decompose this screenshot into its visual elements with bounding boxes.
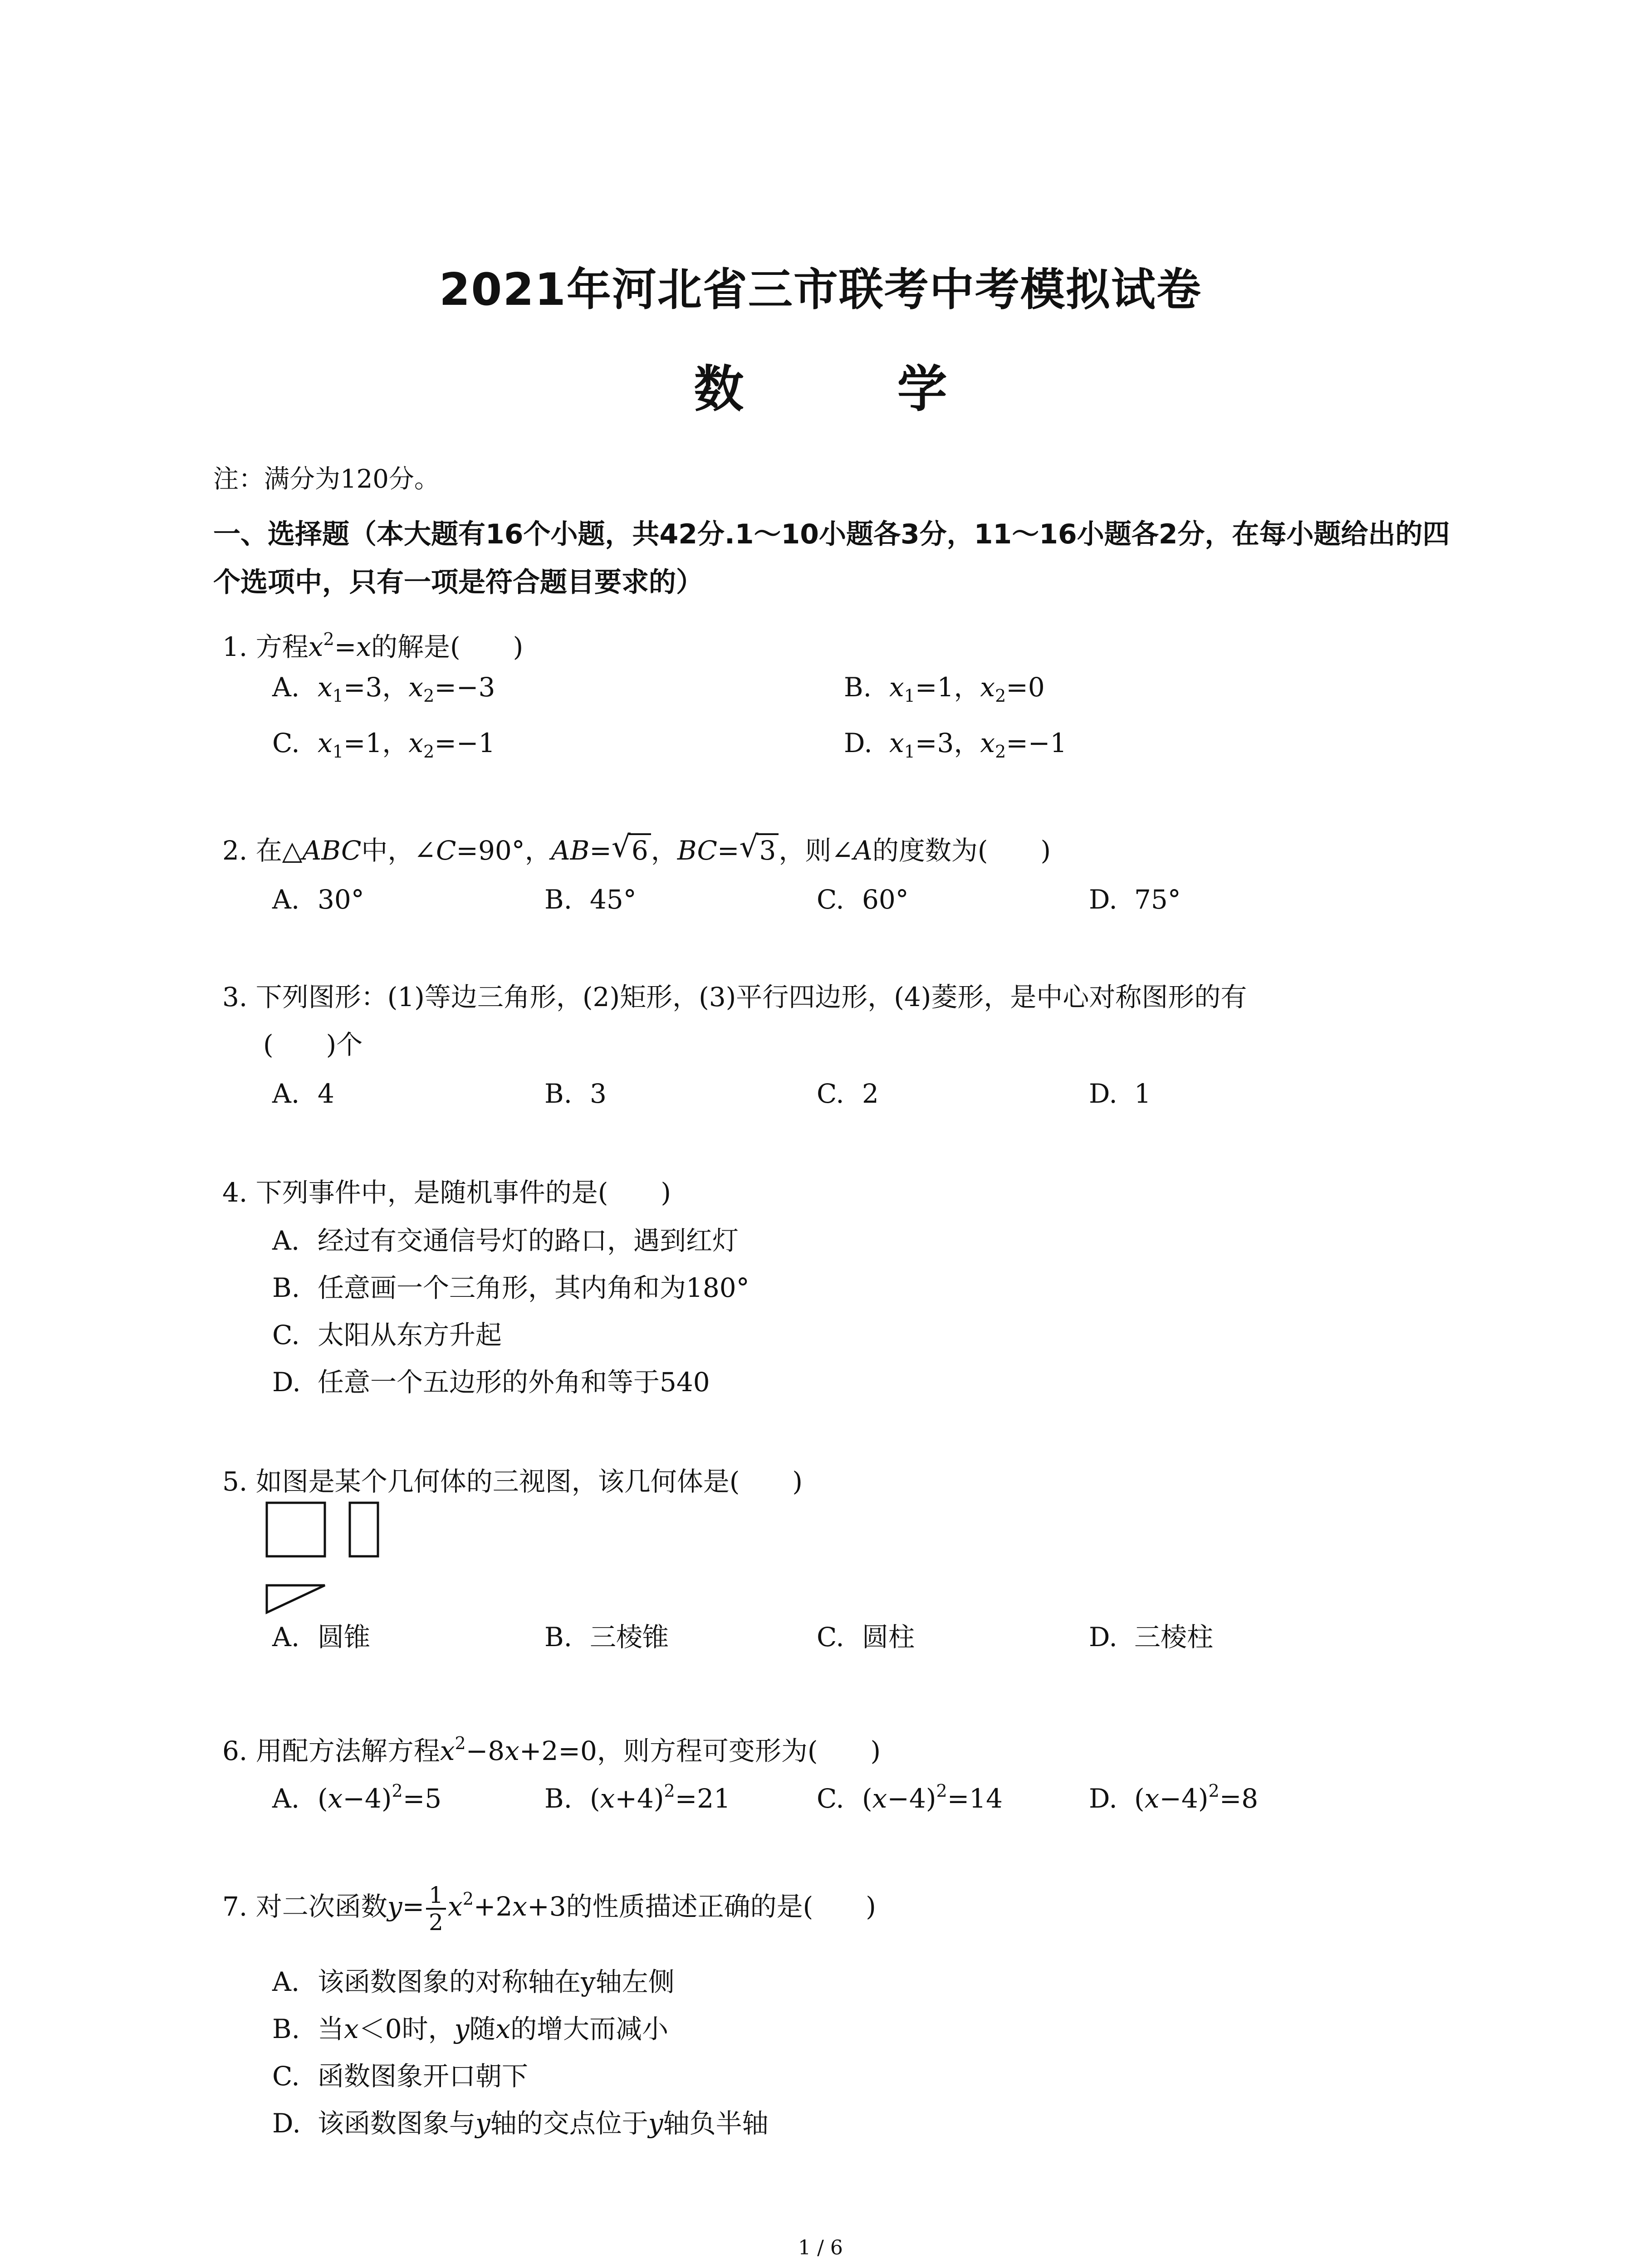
q4-option-a[interactable]: A. 经过有交通信号灯的路口，遇到红灯 <box>272 1225 739 1256</box>
q5-option-b[interactable]: B. 三棱锥 <box>544 1622 669 1652</box>
q1-option-b[interactable]: B. $x_1=1$，$x_2=0$ <box>844 672 1045 706</box>
q6-option-d[interactable]: D. $(x-4)^2=8$ <box>1089 1781 1259 1814</box>
q1-option-c[interactable]: C. $x_1=1$，$x_2=-1$ <box>272 728 495 762</box>
top-view-triangle <box>267 1585 325 1613</box>
q5-option-c[interactable]: C. 圆柱 <box>817 1622 915 1652</box>
exam-title: 2021年河北省三市联考中考模拟试卷 <box>439 264 1202 316</box>
question-3: 3. 下列图形：(1)等边三角形，(2)矩形，(3)平行四边形，(4)菱形，是中心对称图形的有 <box>222 982 1247 1012</box>
q7-option-c[interactable]: C. 函数图象开口朝下 <box>272 2061 529 2092</box>
q7-option-a[interactable]: A. 该函数图象的对称轴在y轴左侧 <box>272 1966 675 1997</box>
q4-option-b[interactable]: B. 任意画一个三角形，其内角和为180° <box>272 1272 749 1303</box>
side-view-rectangle <box>350 1503 378 1556</box>
q1-option-a[interactable]: A. $x_1=3$，$x_2=-3$ <box>272 672 495 706</box>
q2-option-b[interactable]: B. 45° <box>544 884 637 915</box>
q5-option-a[interactable]: A. 圆锥 <box>272 1622 371 1652</box>
q4-option-c[interactable]: C. 太阳从东方升起 <box>272 1320 502 1350</box>
question-7: 7. 对二次函数y= $\frac{1}{2}$ $x^2+2x+3$的性质描述正确的是( ) <box>222 1882 876 1936</box>
q3-option-b[interactable]: B. 3 <box>544 1078 607 1109</box>
subject-title: 数 学 <box>694 360 1015 418</box>
page-number: 1 / 6 <box>798 2236 843 2259</box>
question-2: 2. 在△ABC中，∠C=90°，AB= √ 6 ，BC= √ 3 ，则∠A的度数为( ) <box>222 829 1051 866</box>
q3-option-d[interactable]: D. 1 <box>1089 1078 1151 1109</box>
fraction-one-half: $\frac{1}{2}$ <box>426 1882 446 1935</box>
q4-option-d[interactable]: D. 任意一个五边形的外角和等于540 <box>272 1367 710 1398</box>
question-4: 4. 下列事件中，是随机事件的是( ) <box>222 1177 671 1208</box>
score-note: 注：满分为120分。 <box>213 464 440 494</box>
q2-option-a[interactable]: A. 30° <box>272 884 364 915</box>
q3-option-c[interactable]: C. 2 <box>817 1078 879 1109</box>
q6-option-a[interactable]: A. $(x-4)^2=5$ <box>272 1781 442 1814</box>
q6-option-b[interactable]: B. $(x+4)^2=21$ <box>544 1781 731 1814</box>
q7-option-d[interactable]: D. 该函数图象与y轴的交点位于y轴负半轴 <box>272 2108 769 2139</box>
question-3-blank: ( )个 <box>263 1029 363 1060</box>
q2-option-d[interactable]: D. 75° <box>1089 884 1181 915</box>
section-heading: 一、选择题（本大题有16个小题，共42分.1～10小题各3分，11～16小题各2分，在每小题给出的四个选项中，只有一项是符合题目要求的） <box>213 518 1450 598</box>
q2-option-c[interactable]: C. 60° <box>817 884 909 915</box>
three-views-figure <box>265 1501 411 1615</box>
question-6: 6. 用配方法解方程$x^2-8x+2=0$，则方程可变形为( ) <box>222 1733 881 1766</box>
q5-option-d[interactable]: D. 三棱柱 <box>1089 1622 1214 1652</box>
q7-option-b[interactable]: B. 当x＜0时，y随x的增大而减小 <box>272 2014 669 2044</box>
front-view-square <box>267 1503 325 1556</box>
q1-option-d[interactable]: D. $x_1=3$，$x_2=-1$ <box>844 728 1067 762</box>
q3-option-a[interactable]: A. 4 <box>272 1078 334 1109</box>
question-5: 5. 如图是某个几何体的三视图，该几何体是( ) <box>222 1466 803 1497</box>
question-1: 1. 方程$x^2=x$的解是( ) <box>222 629 524 662</box>
q6-option-c[interactable]: C. $(x-4)^2=14$ <box>817 1781 1003 1814</box>
